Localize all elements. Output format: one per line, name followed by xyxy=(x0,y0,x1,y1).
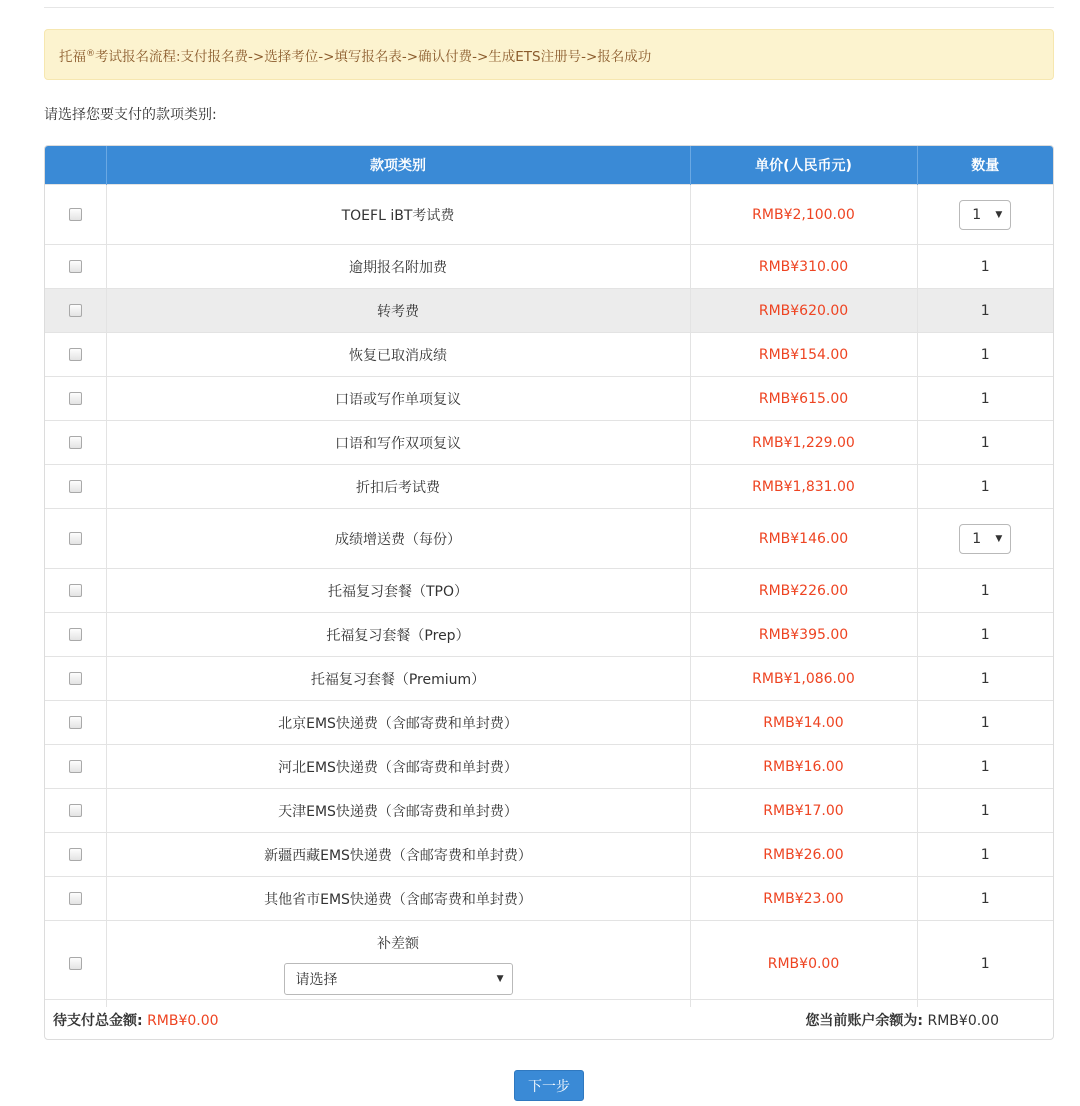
header-select xyxy=(45,146,106,185)
select-cell xyxy=(45,745,106,789)
select-cell xyxy=(45,613,106,657)
quantity-value: 1 xyxy=(980,478,990,495)
quantity-cell xyxy=(917,509,1053,569)
quantity-value: 1 xyxy=(917,921,1053,1007)
row-checkbox[interactable] xyxy=(69,584,82,597)
unit-price: RMB¥1,086.00 xyxy=(690,657,917,701)
unit-price: RMB¥1,229.00 xyxy=(690,421,917,465)
select-cell xyxy=(45,421,106,465)
chevron-down-icon: ▼ xyxy=(995,533,1003,544)
quantity-value: 1 xyxy=(980,802,990,819)
quantity-value: 1 xyxy=(980,258,990,275)
payment-items-table xyxy=(45,146,1053,1007)
unit-price: RMB¥226.00 xyxy=(690,569,917,613)
unit-price: RMB¥310.00 xyxy=(690,245,917,289)
unit-price: RMB¥2,100.00 xyxy=(690,185,917,245)
quantity-cell xyxy=(917,289,1053,333)
unit-price: RMB¥14.00 xyxy=(690,701,917,745)
registered-mark: ® xyxy=(86,48,95,59)
select-cell xyxy=(45,465,106,509)
select-cell xyxy=(45,509,106,569)
unit-price: RMB¥16.00 xyxy=(690,745,917,789)
quantity-cell xyxy=(917,833,1053,877)
table-row xyxy=(45,245,1053,289)
unit-price: RMB¥620.00 xyxy=(690,289,917,333)
quantity-cell xyxy=(917,465,1053,509)
row-checkbox[interactable] xyxy=(69,957,82,970)
unit-price: RMB¥0.00 xyxy=(690,921,917,1007)
totals-footer xyxy=(45,999,1053,1039)
item-name: 天津EMS快递费（含邮寄费和单封费） xyxy=(106,789,690,833)
item-name: 河北EMS快递费（含邮寄费和单封费） xyxy=(106,745,690,789)
item-name: 北京EMS快递费（含邮寄费和单封费） xyxy=(106,701,690,745)
select-cell xyxy=(45,333,106,377)
table-row xyxy=(45,569,1053,613)
table-row xyxy=(45,421,1053,465)
table-row xyxy=(45,657,1053,701)
quantity-cell xyxy=(917,613,1053,657)
unit-price: RMB¥395.00 xyxy=(690,613,917,657)
select-cell xyxy=(45,921,106,1007)
select-cell xyxy=(45,569,106,613)
quantity-cell xyxy=(917,877,1053,921)
alert-prefix: 托福 xyxy=(59,48,86,65)
row-checkbox[interactable] xyxy=(69,304,82,317)
table-row xyxy=(45,377,1053,421)
table-row xyxy=(45,833,1053,877)
total-amount-label: 待支付总金额: xyxy=(53,1012,143,1029)
item-name: 折扣后考试费 xyxy=(106,465,690,509)
row-checkbox[interactable] xyxy=(69,848,82,861)
select-cell xyxy=(45,245,106,289)
header-item-type: 款项类别 xyxy=(106,146,690,185)
quantity-cell xyxy=(917,569,1053,613)
chevron-down-icon: ▼ xyxy=(496,973,504,984)
chevron-down-icon: ▼ xyxy=(995,209,1003,220)
total-amount xyxy=(53,1010,219,1030)
row-checkbox[interactable] xyxy=(69,392,82,405)
item-name: 成绩增送费（每份） xyxy=(106,509,690,569)
select-cell xyxy=(45,377,106,421)
select-placeholder: 请选择 xyxy=(295,971,338,988)
select-cell xyxy=(45,833,106,877)
item-name: 其他省市EMS快递费（含邮寄费和单封费） xyxy=(106,877,690,921)
quantity-cell xyxy=(917,789,1053,833)
select-cell xyxy=(45,877,106,921)
table-header-row xyxy=(45,146,1053,185)
difference-type-select[interactable] xyxy=(284,963,513,995)
quantity-select[interactable] xyxy=(959,524,1011,554)
table-row xyxy=(45,613,1053,657)
row-checkbox[interactable] xyxy=(69,208,82,221)
row-checkbox[interactable] xyxy=(69,348,82,361)
unit-price: RMB¥17.00 xyxy=(690,789,917,833)
row-checkbox[interactable] xyxy=(69,628,82,641)
item-name: 恢复已取消成绩 xyxy=(106,333,690,377)
row-checkbox[interactable] xyxy=(69,804,82,817)
select-cell xyxy=(45,289,106,333)
item-name-cell xyxy=(106,921,690,1007)
unit-price: RMB¥615.00 xyxy=(690,377,917,421)
quantity-value: 1 xyxy=(980,626,990,643)
table-row xyxy=(45,789,1053,833)
row-checkbox[interactable] xyxy=(69,892,82,905)
quantity-value: 1 xyxy=(980,714,990,731)
item-name: 托福复习套餐（TPO） xyxy=(106,569,690,613)
quantity-value: 1 xyxy=(980,582,990,599)
table-row xyxy=(45,701,1053,745)
account-balance-label: 您当前账户余额为: xyxy=(805,1012,924,1029)
alert-text: 考试报名流程:支付报名费->选择考位->填写报名表->确认付费->生成ETS注册号->报名成功 xyxy=(95,48,652,65)
quantity-cell xyxy=(917,657,1053,701)
quantity-cell xyxy=(917,745,1053,789)
table-row xyxy=(45,745,1053,789)
row-checkbox[interactable] xyxy=(69,480,82,493)
unit-price: RMB¥146.00 xyxy=(690,509,917,569)
quantity-value: 1 xyxy=(972,206,982,223)
item-name: 逾期报名附加费 xyxy=(106,245,690,289)
header-unit-price: 单价(人民币元) xyxy=(690,146,917,185)
item-name: 口语或写作单项复议 xyxy=(106,377,690,421)
top-divider xyxy=(44,7,1054,8)
next-step-button[interactable]: 下一步 xyxy=(514,1070,584,1101)
quantity-value: 1 xyxy=(980,390,990,407)
quantity-cell xyxy=(917,377,1053,421)
quantity-cell xyxy=(917,185,1053,245)
item-name: 转考费 xyxy=(106,289,690,333)
item-name: 托福复习套餐（Prep） xyxy=(106,613,690,657)
quantity-value: 1 xyxy=(980,670,990,687)
table-row xyxy=(45,333,1053,377)
payment-items-panel xyxy=(44,145,1054,1040)
unit-price: RMB¥26.00 xyxy=(690,833,917,877)
unit-price: RMB¥1,831.00 xyxy=(690,465,917,509)
quantity-value: 1 xyxy=(980,846,990,863)
select-cell xyxy=(45,657,106,701)
select-cell xyxy=(45,185,106,245)
unit-price: RMB¥154.00 xyxy=(690,333,917,377)
item-name: 补差额 xyxy=(377,935,419,952)
table-row xyxy=(45,185,1053,245)
table-row-diff xyxy=(45,921,1053,1007)
table-row xyxy=(45,465,1053,509)
total-amount-value: RMB¥0.00 xyxy=(147,1012,219,1029)
quantity-value: 1 xyxy=(980,302,990,319)
item-name: 托福复习套餐（Premium） xyxy=(106,657,690,701)
row-checkbox[interactable] xyxy=(69,532,82,545)
quantity-value: 1 xyxy=(972,530,982,547)
row-checkbox[interactable] xyxy=(69,672,82,685)
row-checkbox[interactable] xyxy=(69,260,82,273)
quantity-value: 1 xyxy=(980,890,990,907)
quantity-value: 1 xyxy=(980,758,990,775)
row-checkbox[interactable] xyxy=(69,716,82,729)
quantity-select[interactable] xyxy=(959,200,1011,230)
table-row xyxy=(45,509,1053,569)
table-row xyxy=(45,877,1053,921)
row-checkbox[interactable] xyxy=(69,760,82,773)
select-cell xyxy=(45,701,106,745)
quantity-cell xyxy=(917,333,1053,377)
table-row xyxy=(45,289,1053,333)
row-checkbox[interactable] xyxy=(69,436,82,449)
unit-price: RMB¥23.00 xyxy=(690,877,917,921)
item-name: 口语和写作双项复议 xyxy=(106,421,690,465)
select-cell xyxy=(45,789,106,833)
account-balance xyxy=(805,1010,999,1030)
item-name: TOEFL iBT考试费 xyxy=(106,185,690,245)
header-quantity: 数量 xyxy=(917,146,1053,185)
payment-type-prompt: 请选择您要支付的款项类别: xyxy=(44,107,217,123)
registration-process-alert xyxy=(44,29,1054,80)
quantity-value: 1 xyxy=(980,346,990,363)
quantity-cell xyxy=(917,701,1053,745)
account-balance-value: RMB¥0.00 xyxy=(927,1012,999,1029)
quantity-value: 1 xyxy=(980,434,990,451)
quantity-cell xyxy=(917,421,1053,465)
item-name: 新疆西藏EMS快递费（含邮寄费和单封费） xyxy=(106,833,690,877)
quantity-cell xyxy=(917,245,1053,289)
